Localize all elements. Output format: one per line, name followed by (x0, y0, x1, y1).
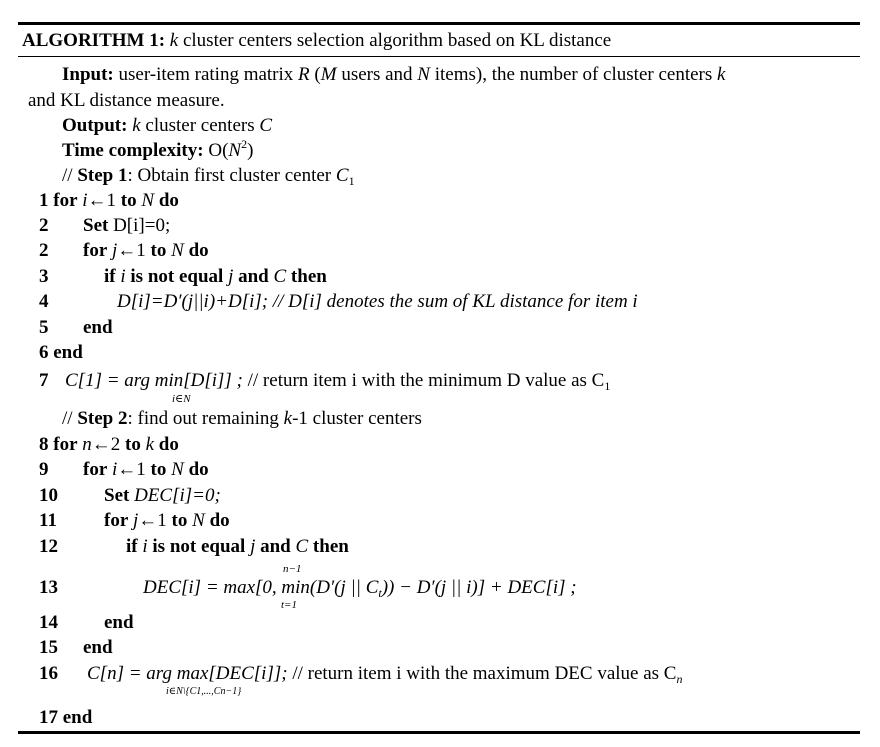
complexity-line: Time complexity: $O(N^2)$ (62, 137, 254, 161)
code-line-4: 4 D[i]=D′(j||i)+D[i]; // D[i] denotes the sum of KL distance for item i (39, 291, 638, 312)
top-rule (18, 22, 860, 25)
code-line-16: 16 C[n] = arg max[DEC[i]]; // return item i with the maximum DEC value as $C_n$ (39, 663, 683, 686)
input-line: Input: user-item rating matrix R (M users and N items), the number of cluster centers k (62, 64, 726, 85)
code-line-8: 8 for n←2 to k do (39, 434, 179, 455)
code-line-13: 13 DEC[i] = max[0, min(D′(j || $C_t)) - D'(j$ || i)] + DEC[i] ; (39, 577, 577, 600)
min-superscript: n−1 (283, 563, 302, 575)
code-line-15: 15 end (39, 637, 113, 658)
code-line-2: 2 Set D[i]=0; (39, 215, 171, 236)
code-line-1: 1 for i←1 to N do (39, 190, 179, 211)
argmin-subscript: i∈N (172, 393, 191, 405)
code-line-2b: 2 for j←1 to N do (39, 240, 209, 261)
code-line-17: 17 end (39, 707, 93, 728)
code-line-12: 12 if i is not equal j and C then (39, 536, 349, 557)
min-subscript: t=1 (281, 599, 297, 611)
code-line-9: 9 for i←1 to N do (39, 459, 209, 480)
code-line-14: 14 end (39, 612, 134, 633)
header-rule (18, 56, 860, 57)
code-line-11: 11 for j←1 to N do (39, 510, 230, 531)
code-line-7: 7 C[1] = arg min[D[i]] ; // return item i with the minimum D value as $C_1$ (39, 370, 611, 393)
argmax-subscript: i∈N\{C1,...,Cn−1} (166, 686, 242, 697)
code-line-3: 3 if i is not equal j and C then (39, 266, 327, 287)
algorithm-title: ALGORITHM 1: k cluster centers selection algorithm based on KL distance (22, 30, 612, 51)
bottom-rule (18, 731, 860, 734)
input-line-2: and KL distance measure. (28, 90, 225, 111)
code-line-5: 5 end (39, 317, 113, 338)
code-line-10: 10 Set DEC[i]=0; (39, 485, 221, 506)
step2-comment: // Step 2: find out remaining k-1 cluster centers (62, 408, 422, 429)
code-line-6: 6 end (39, 342, 83, 363)
output-line: Output: k cluster centers C (62, 115, 273, 136)
step1-comment: // Step 1: Obtain first cluster center $C_1$ (62, 165, 355, 188)
